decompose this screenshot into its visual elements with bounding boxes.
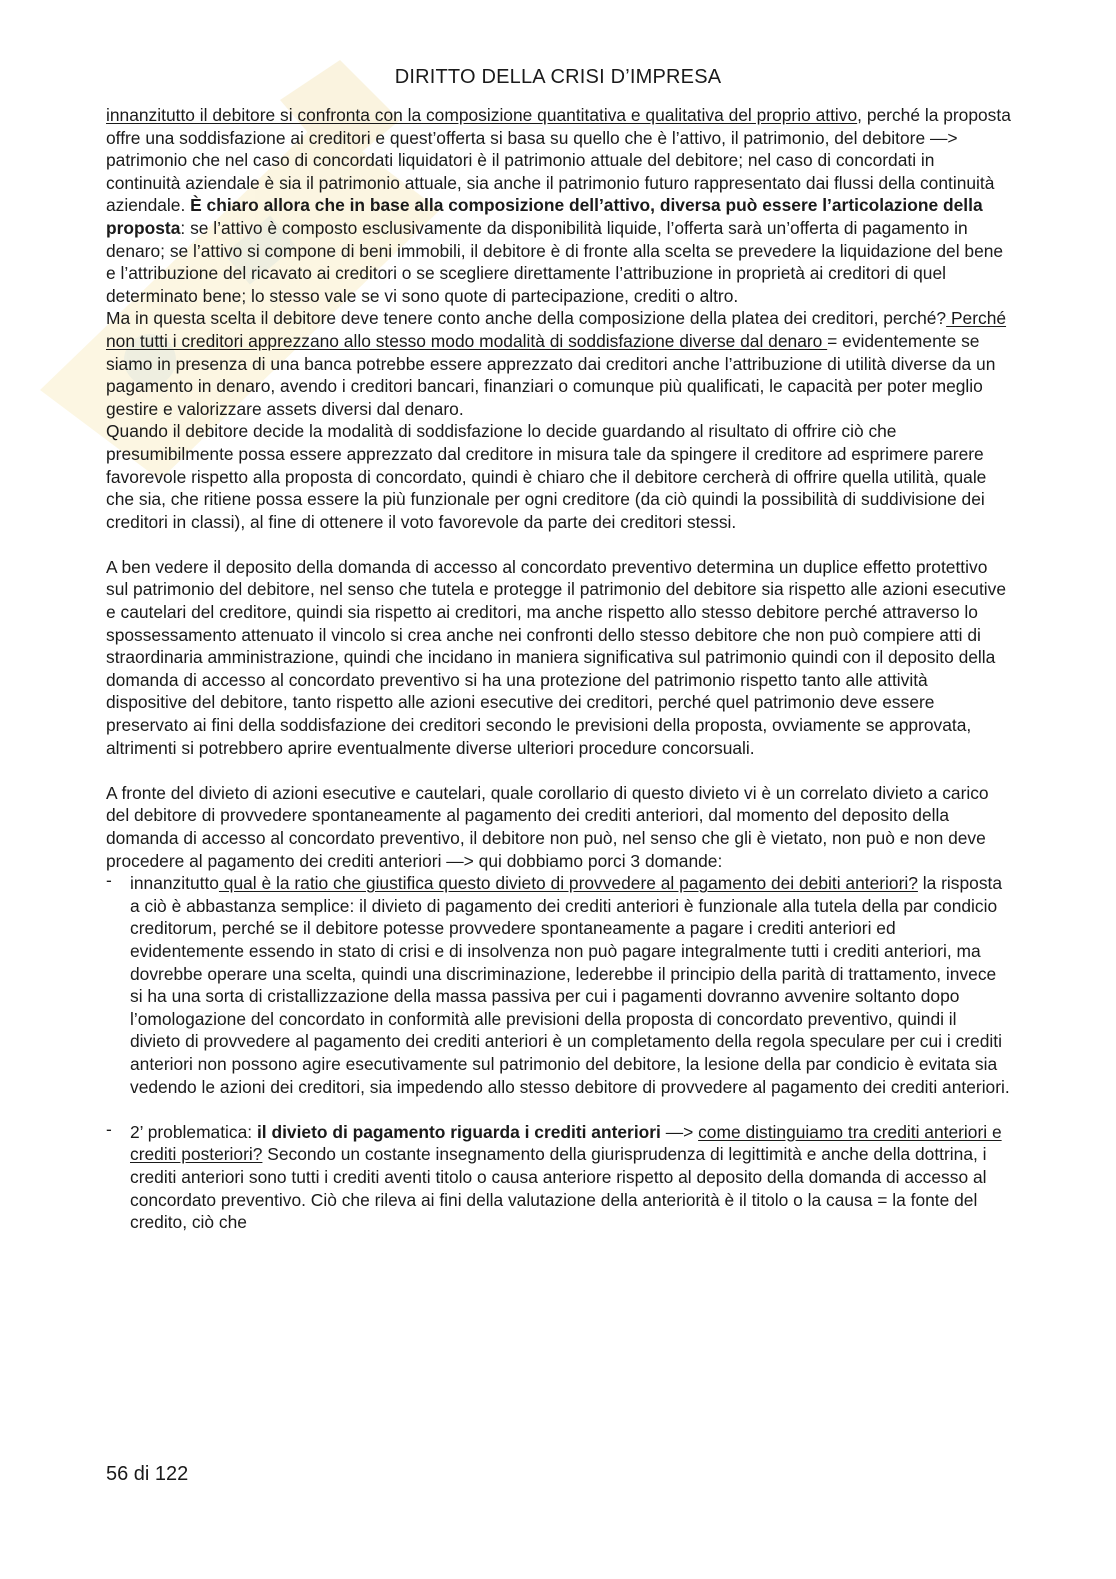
list-item: [106, 872, 1011, 1098]
text-run: : se l’attivo è composto esclusivamente da disponibilità liquide, l’offerta sarà un’offerta di pagamento in denaro; se l’attivo si compone di beni immobili, il debitore è di fronte alla scelta se prevedere la liquidazione del bene e l’attribuzione del ricavato ai creditori o se scegliere direttamente l’attribuzione in proprietà ai creditori di quel determinato bene; lo stesso vale se vi sono quote di partecipazione, crediti o altro.: [106, 217, 1004, 306]
text-run: innanzitutto: [130, 873, 219, 894]
underlined-text: Perché non tutti i creditori apprezzano allo stesso modo modalità di soddisfazione diverse dal denaro: [106, 308, 1007, 351]
underlined-text: come distinguiamo tra crediti anteriori e crediti posteriori?: [130, 1121, 1002, 1165]
page-number: 56 di 122: [106, 1463, 189, 1485]
paragraph: [106, 307, 1011, 420]
paragraph: [106, 104, 1011, 307]
paragraph: Quando il debitore decide la modalità di soddisfazione lo decide guardando al risultato di offrire ciò che presumibilmente possa essere apprezzato dal creditore in misura tale da spingere il creditore ad esprimere parere favorevole rispetto alla proposta di concordato, quindi è chiaro che il debitore cercherà di offrire quella utilità, quale che sia, che ritiene possa essere la più funzionale per ogni creditore (da ciò quindi la possibilità di suddivisione dei creditori in classi), al fine di ottenere il voto favorevole da parte dei creditori stessi.: [106, 421, 987, 532]
text-run: Secondo un costante insegnamento della giurisprudenza di legittimità e anche della dottrina, i crediti anteriori sono tutti i crediti aventi titolo o causa anteriore rispetto al deposito della domanda di accesso al concordato preventivo. Ciò che rileva ai fini della valutazione della anteriorità è il titolo o la causa = la fonte del credito, ciò che: [130, 1144, 987, 1233]
paragraph: A ben vedere il deposito della domanda di accesso al concordato preventivo determina un duplice effetto protettivo sul patrimonio del debitore, nel senso che tutela e protegge il patrimonio del debitore sia rispetto alle azioni esecutive e cautelari del creditore, quindi sia rispetto ai creditori, ma anche rispetto allo stesso debitore perché attraverso lo spossessamento attenuato il vincolo si crea anche nei confronti dello stesso debitore che non può compiere atti di straordinaria amministrazione, quindi che incidano in maniera significativa sul patrimonio quindi con il deposito della domanda di accesso al concordato preventivo si ha una protezione del patrimonio rispetto tanto alle attività dispositive del debitore, tanto rispetto alle azioni esecutive dei creditori, perché quel patrimonio deve essere preservato ai fini della soddisfazione dei creditori secondo le previsioni della proposta, ovviamente se approvata, altrimenti si potrebbero aprire eventualmente diverse ulteriori procedure concorsuali.: [106, 556, 1007, 758]
underlined-text: qual è la ratio che giustifica questo divieto di provvedere al pagamento dei debiti anteriori?: [218, 873, 918, 894]
page-header: DIRITTO DELLA CRISI D’IMPRESA: [394, 66, 722, 88]
list-item-text: [130, 1121, 1011, 1234]
list-bullet: -: [106, 870, 112, 891]
text-run: , perché la proposta offre una soddisfazione ai creditori e quest’offerta si basa su quello che è l’attivo, il patrimonio, del debitore —> patrimonio che nel caso di concordati liquidatori è il patrimonio attuale del debitore; nel caso di concordati in continuità aziendale è sia il patrimonio attuale, sia anche il patrimonio futuro rappresentato dai flussi della continuità aziendale.: [106, 105, 1011, 216]
bold-text: È chiaro allora che in base alla composizione dell’attivo, diversa può essere l’articolazione della proposta: [106, 195, 983, 238]
paragraph: A fronte del divieto di azioni esecutive e cautelari, quale corollario di questo divieto vi è un correlato divieto a carico del debitore di provvedere spontaneamente al pagamento dei crediti anteriori, dal momento del deposito della domanda di accesso al concordato preventivo, il debitore non può, nel senso che gli è vietato, non può e non deve procedere al pagamento dei crediti anteriori —> qui dobbiamo porci 3 domande:: [106, 782, 989, 871]
text-run: —>: [660, 1121, 699, 1142]
list-item: [106, 1118, 1011, 1234]
text-run: = evidentemente se siamo in presenza di una banca potrebbe essere apprezzato dai creditori anche l’attribuzione di utilità diverse da un pagamento in denaro, avendo i creditori bancari, finanziari o comunque più qualificati, le capacità per poter meglio gestire e valorizzare assets diversi dal denaro.: [106, 330, 996, 419]
list-bullet: -: [106, 1118, 112, 1139]
text-run: la risposta a ciò è abbastanza semplice: il divieto di pagamento dei crediti anteriori è funzionale alla tutela della par condicio creditorum, perché se il debitore potesse provvedere spontaneamente a pagare i crediti anteriori ed evidentemente essendo in stato di crisi e di insolvenza non può pagare integralmente tutti i crediti anteriori, ma dovrebbe operare una scelta, quindi una discriminazione, lederebbe il principio della parità di trattamento, invece si ha una sorta di cristallizzazione della massa passiva per cui i pagamenti dovranno avvenire soltanto dopo l’omologazione del concordato in conformità alle previsioni della proposta di concordato preventivo, quindi il divieto di provvedere al pagamento dei crediti anteriori è un completamento della regola speculare per cui i crediti anteriori non possono agire esecutivamente sul patrimonio del debitore, la lesione della par condicio è evitata sia vedendo le azioni dei creditori, sia impedendo allo stesso debitore di provvedere al pagamento dei crediti anteriori.: [130, 873, 1010, 1097]
document-body: [106, 104, 1011, 1234]
bold-text: il divieto di pagamento riguarda i crediti anteriori: [256, 1121, 661, 1142]
text-run: 2’ problematica:: [130, 1121, 257, 1142]
underlined-text: innanzitutto il debitore si confronta con la composizione quantitativa e qualitativa del proprio attivo: [106, 105, 858, 125]
text-run: Ma in questa scelta il debitore deve tenere conto anche della composizione della platea dei creditori, perché?: [106, 308, 947, 329]
list-item-text: [130, 872, 1011, 1098]
